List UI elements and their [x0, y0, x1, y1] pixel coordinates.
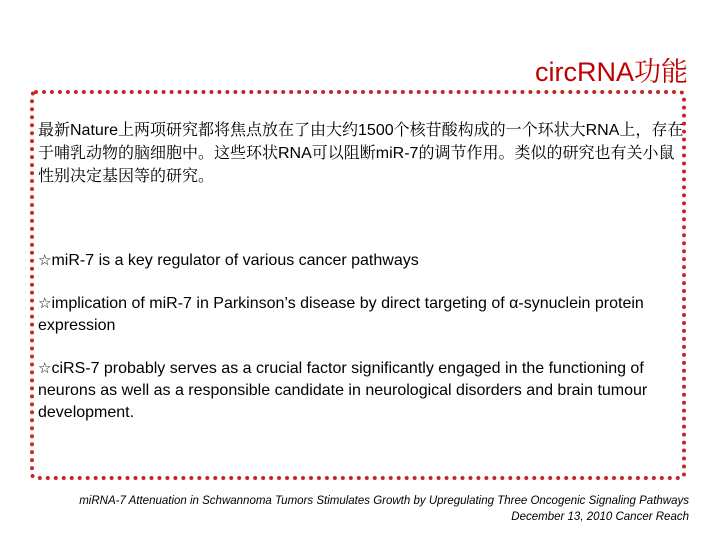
bullet-item-1: [38, 249, 663, 272]
star-icon: ☆: [38, 294, 52, 312]
citation: [79, 493, 689, 525]
star-icon: ☆: [38, 359, 52, 377]
bullet-text-3: ciRS-7 probably serves as a crucial factor significantly engaged in the functioning of neurons as well as a responsible candidate in neurological disorders and brain tumour development.: [38, 360, 648, 421]
bullet-item-2: [38, 292, 663, 337]
star-icon: ☆: [38, 251, 52, 269]
citation-date-source: December 13, 2010 Cancer Reach: [511, 511, 689, 523]
bullet-text-1: miR-7 is a key regulator of various cancer pathways: [51, 252, 419, 269]
bullet-item-3: [38, 357, 663, 424]
citation-title: miRNA-7 Attenuation in Schwannoma Tumors Stimulates Growth by Upregulating Three Oncogenic Signaling Pathways: [79, 495, 689, 507]
bullet-text-2: implication of miR-7 in Parkinson’s disease by direct targeting of α-synuclein protein expression: [38, 295, 644, 334]
slide-title: circRNA功能: [535, 57, 688, 87]
intro-paragraph: 最新Nature上两项研究都将焦点放在了由大约1500个核苷酸构成的一个环状大RNA上，存在于哺乳动物的脑细胞中。这些环状RNA可以阻断miR-7的调节作用。类似的研究也有关小鼠性别决定基因等的研究。: [38, 122, 684, 185]
